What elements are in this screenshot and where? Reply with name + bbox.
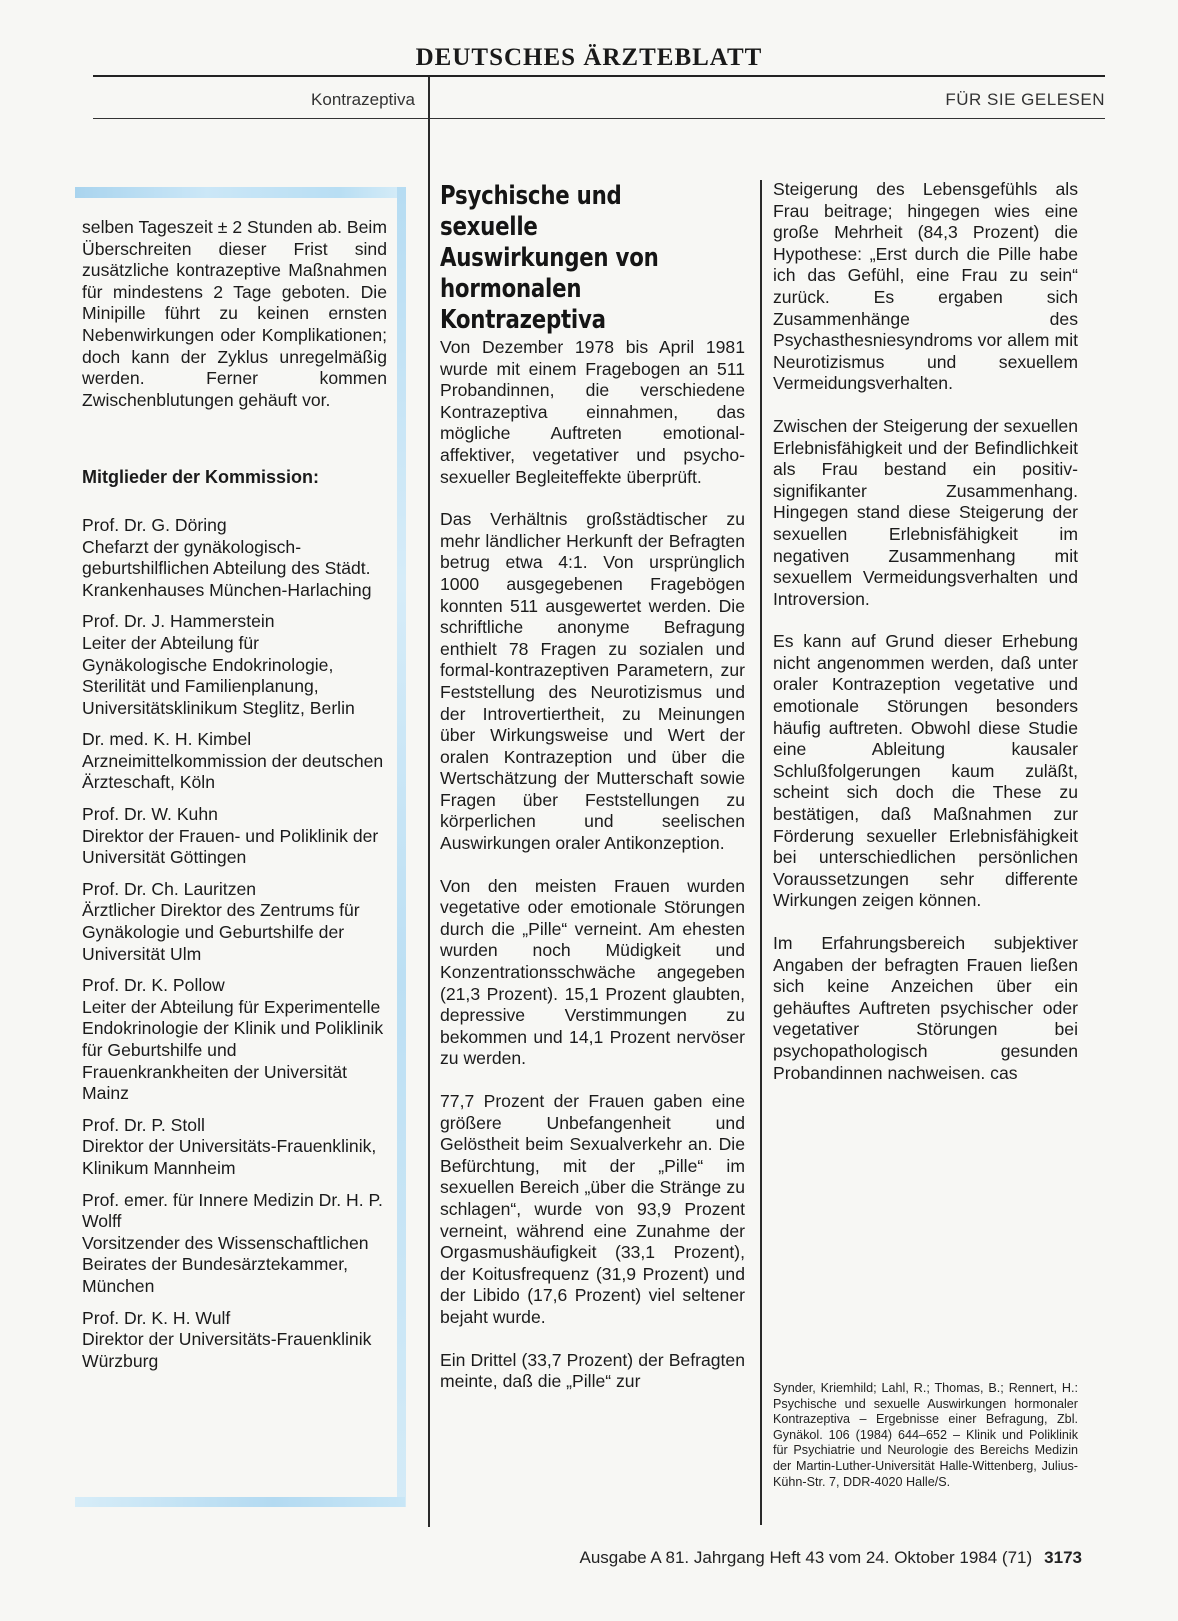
member-name: Prof. Dr. J. Hammerstein: [82, 611, 275, 632]
member-affiliation: Direktor der Universitäts-Frauenklinik, Klinikum Mannheim: [82, 1136, 377, 1178]
page-number: 3173: [1044, 1548, 1082, 1567]
commission-member: [82, 975, 387, 1105]
article-paragraph: Das Verhältnis großstädtischer zu mehr ländlicher Herkunft der Befragten betrug etwa 4:1. Von ursprünglich 1000 ausgegebenen Fragebögen konnten 511 ausgewertet werden. Die schriftliche anonyme Befragung enthielt 78 Fragen zu sozialen und formal-kontrazeptiven Parametern, zur Feststellung des Neurotizismus und der Introvertiertheit, zu Meinungen über Wirkungsweise und Wert der oralen Kontrazeption und über die Wertschätzung der Mutterschaft sowie Fragen über Feststellungen zu körperlichen und seelischen Auswirkungen oraler Antikonzeption.: [440, 509, 745, 854]
article-paragraph: Steigerung des Lebensgefühls als Frau beitrage; hingegen wies eine große Mehrheit (84,3 Prozent) die Hypothese: „Erst durch die Pille habe ich das Gefühl, eine Frau zu sein“ zurück. Es ergaben sich Zusammenhänge des Psychasthesniesyndroms vor allem mit Neurotizismus und sexuellem Vermeidungsverhalten.: [773, 179, 1078, 394]
masthead-rule: [93, 75, 1105, 77]
article-column-2: [773, 179, 1078, 1105]
commission-member: [82, 1115, 387, 1180]
article-paragraph: Zwischen der Steigerung der sexuellen Erlebnisfähigkeit und der Befindlichkeit als Frau bestand ein positiv-signifikanter Zusammenhang. Hingegen stand diese Steigerung der sexuellen Erlebnisfähigkeit im negativen Zusammenhang mit sexuellem Vermeidungsverhalten und Introversion.: [773, 415, 1078, 609]
column-divider-left: [428, 77, 430, 1527]
member-affiliation: Direktor der Universitäts-Frauenklinik Würzburg: [82, 1329, 372, 1371]
article-paragraph: Von Dezember 1978 bis April 1981 wurde mit einem Fragebogen an 511 Probandinnen, die verschiedene Kontrazeptiva einnahmen, das mögliche Auftreten emotional-affektiver, vegetativer und psycho-sexueller Begleiteffekte überprüft.: [440, 337, 745, 487]
article-paragraph: Von den meisten Frauen wurden vegetative oder emotionale Störungen durch die „Pille“ verneint. Am ehesten wurden noch Müdigkeit und Konzentrationsschwäche angegeben (21,3 Prozent). 15,1 Prozent glaubten, depressive Verstimmungen zu bekommen und 14,1 Prozent nervöser zu werden.: [440, 875, 745, 1069]
member-affiliation: Leiter der Abteilung für Experimentelle Endokrinologie der Klinik und Poliklinik für Geburtshilfe und Frauenkrankheiten der Universität Mainz: [82, 996, 384, 1104]
member-name: Prof. Dr. P. Stoll: [82, 1114, 205, 1135]
section-rule: [93, 118, 1105, 119]
article-column-1: [440, 337, 745, 1414]
sidebar-intro-text: selben Tageszeit ± 2 Stunden ab. Beim Überschreiten dieser Frist sind zusätzliche kontrazeptive Maßnahmen für mindestens 2 Tage geboten. Die Minipille führt zu keinen ernsten Nebenwirkungen oder Komplikationen; doch kann der Zyklus unregelmäßig werden. Ferner kommen Zwischenblutungen gehäuft vor.: [82, 217, 387, 410]
citation-text: Synder, Kriemhild; Lahl, R.; Thomas, B.; Rennert, H.: Psychische und sexuelle Auswirkungen hormonaler Kontrazeptiva – Ergebnisse einer Befragung, Zbl. Gynäkol. 106 (1984) 644–652 – Klinik und Poliklinik für Psychiatrie und Neurologie des Bereichs Medizin der Martin-Luther-Universität Halle-Wittenberg, Julius-Kühn-Str. 7, DDR-4020 Halle/S.: [773, 1381, 1078, 1489]
issue-info: Ausgabe A 81. Jahrgang Heft 43 vom 24. Oktober 1984 (71): [579, 1548, 1033, 1567]
commission-member-list: [82, 515, 387, 1372]
journal-masthead: DEUTSCHES ÄRZTEBLATT: [415, 44, 763, 71]
commission-heading: Mitglieder der Kommission:: [82, 467, 320, 488]
sidebar-frame-bottom: [75, 1497, 405, 1507]
member-name: Prof. Dr. K. H. Wulf: [82, 1307, 231, 1328]
article-paragraph: Es kann auf Grund dieser Erhebung nicht angenommen werden, daß unter oraler Kontrazeption vegetative und emotionale Störungen besonders häufig auftreten. Obwohl diese Studie eine Ableitung kausaler Schlußfolgerungen kaum zuläßt, scheint sich doch die These zu bestätigen, daß Maßnahmen zur Förderung sexueller Erlebnisfähigkeit bei unterschiedlichen persönlichen Voraussetzungen sehr differente Wirkungen zeigen können.: [773, 631, 1078, 911]
commission-member: [82, 1308, 387, 1373]
commission-member: [82, 611, 387, 719]
article-paragraph: 77,7 Prozent der Frauen gaben eine größere Unbefangenheit und Gelöstheit beim Sexualverkehr an. Die Befürchtung, mit der „Pille“ im sexuellen Bereich „über die Stränge zu schlagen“, wurde von 93,9 Prozent verneint, während eine Zunahme der Orgasmushäufigkeit (33,1 Prozent), der Koitusfrequenz (31,9 Prozent) und der Libido (17,6 Prozent) viel seltener bejaht wurde.: [440, 1091, 745, 1327]
member-name: Prof. Dr. G. Döring: [82, 514, 227, 535]
member-name: Prof. Dr. Ch. Lauritzen: [82, 878, 257, 899]
commission-member: [82, 804, 387, 869]
member-affiliation: Direktor der Frauen- und Poliklinik der Universität Göttingen: [82, 825, 379, 868]
member-name: Prof. Dr. W. Kuhn: [82, 804, 218, 825]
member-affiliation: Chefarzt der gynäkologisch-geburtshilflichen Abteilung des Städt. Krankenhauses München-Harlaching: [82, 536, 372, 600]
column-divider-right: [760, 180, 762, 1525]
section-label-left: Kontrazeptiva: [311, 90, 415, 109]
article-title: Psychische und sexuelle Auswirkungen von hormonalen Kontrazeptiva: [440, 181, 659, 335]
article-paragraph: Ein Drittel (33,7 Prozent) der Befragten meinte, daß die „Pille“ zur: [440, 1349, 745, 1392]
member-name: Prof. emer. für Innere Medizin Dr. H. P. Wolff: [82, 1189, 383, 1232]
member-affiliation: Leiter der Abteilung für Gynäkologische Endokrinologie, Sterilität und Familienplanung, Universitätsklinikum Steglitz, Berlin: [82, 632, 355, 718]
sidebar-frame-top: [75, 187, 405, 198]
member-affiliation: Ärztlicher Direktor des Zentrums für Gynäkologie und Geburtshilfe der Universität Ulm: [82, 900, 360, 964]
commission-member: [82, 515, 387, 601]
member-name: Prof. Dr. K. Pollow: [82, 975, 225, 996]
page-footer: [500, 1548, 1082, 1568]
commission-member: [82, 879, 387, 965]
section-label-right: FÜR SIE GELESEN: [945, 90, 1105, 109]
sidebar-column: [82, 217, 387, 1382]
member-name: Dr. med. K. H. Kimbel: [82, 729, 252, 750]
commission-member: [82, 729, 387, 794]
commission-member: [82, 1190, 387, 1298]
member-affiliation: Vorsitzender des Wissenschaftlichen Beirates der Bundesärztekammer, München: [82, 1232, 369, 1296]
article-paragraph: Im Erfahrungsbereich subjektiver Angaben der befragten Frauen ließen sich keine Anzeichen über ein gehäuftes Auftreten psychischer oder vegetativer Störungen bei psychopathologisch gesunden Probandinnen nachweisen. cas: [773, 933, 1078, 1083]
member-affiliation: Arzneimittelkommission der deutschen Ärzteschaft, Köln: [82, 750, 384, 793]
sidebar-frame-right: [397, 187, 406, 1507]
